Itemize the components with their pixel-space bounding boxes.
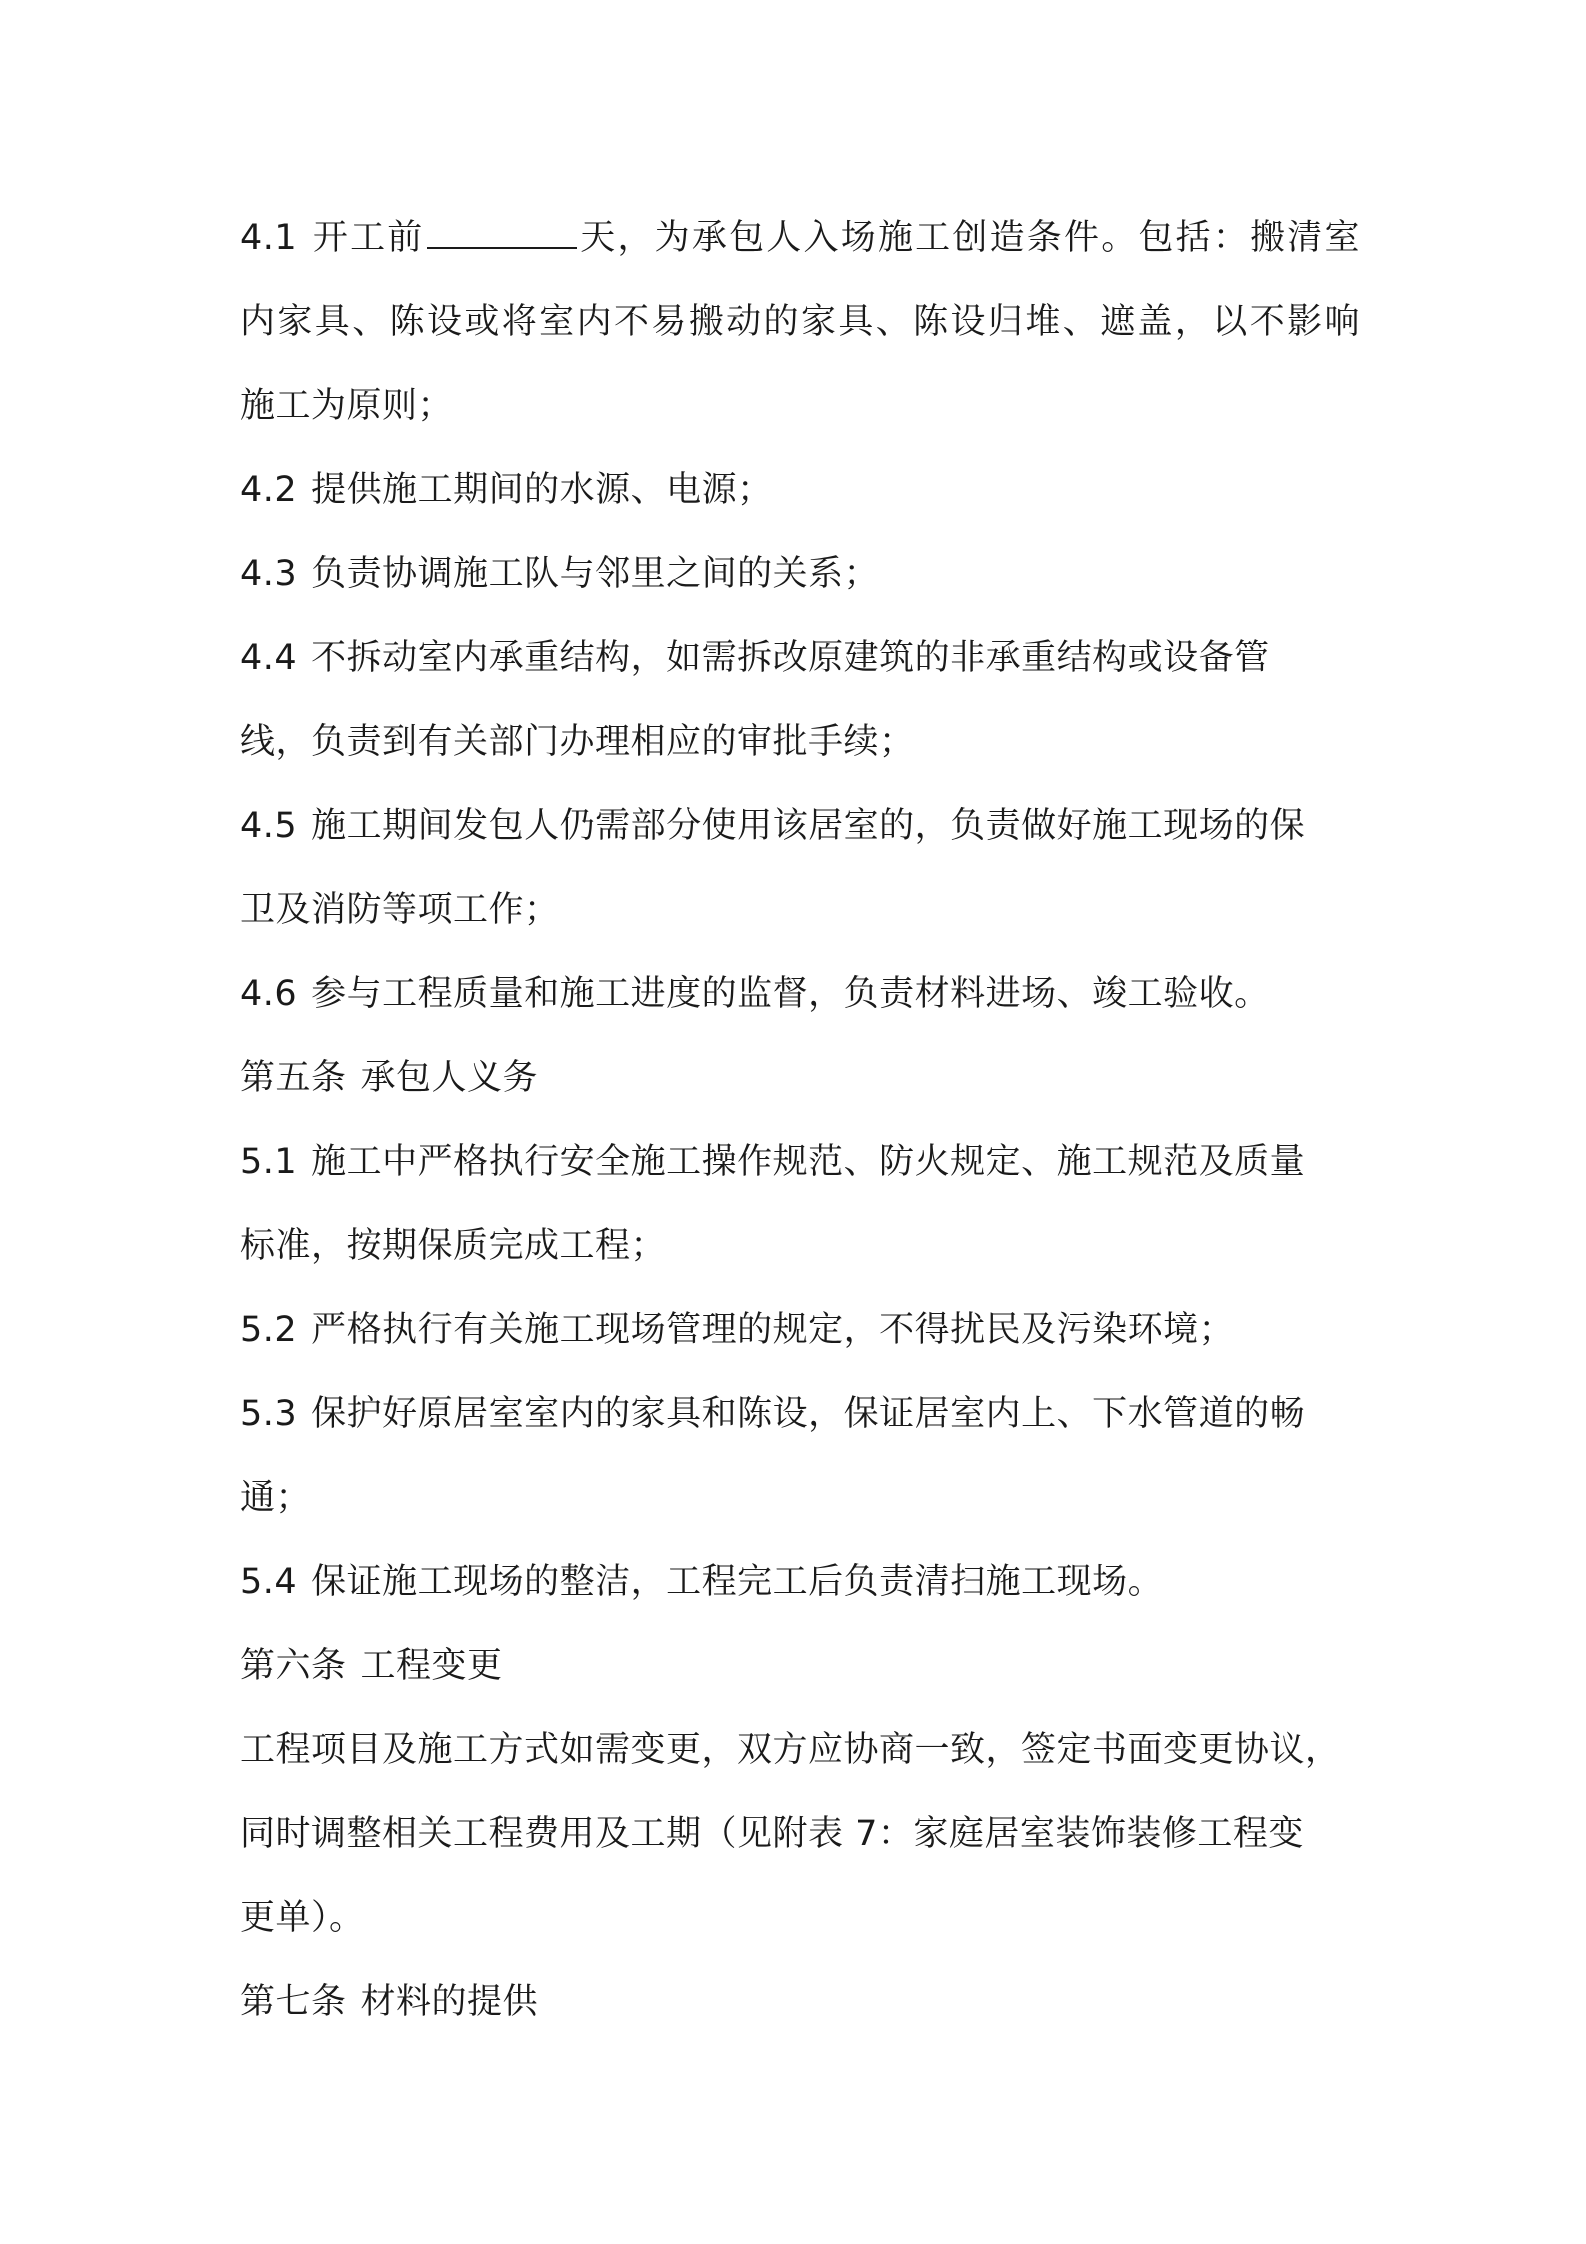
clause-text: 保护好原居室室内的家具和陈设，保证居室内上、下水管道的畅 — [311, 1394, 1306, 1434]
clause-number: 5.2 — [240, 1310, 298, 1350]
clause-text: 更单）。 — [240, 1898, 365, 1938]
article-5-heading — [240, 1036, 1360, 1120]
clause-text: 工程项目及施工方式如需变更，双方应协商一致，签定书面变更协议， — [240, 1730, 1341, 1770]
clause-4-1-cont-1 — [240, 280, 1360, 364]
clause-text: 严格执行有关施工现场管理的规定，不得扰民及污染环境； — [311, 1310, 1235, 1350]
article-6-body-2 — [240, 1792, 1360, 1876]
clause-number: 4.5 — [240, 806, 298, 846]
clause-5-2 — [240, 1288, 1360, 1372]
clause-text: 施工为原则； — [240, 386, 454, 426]
clause-number: 4.2 — [240, 470, 298, 510]
article-6-heading — [240, 1624, 1360, 1708]
article-number: 第七条 — [240, 1982, 347, 2022]
clause-text-post: 天，为承包人入场施工创造条件。包括：搬清室 — [578, 218, 1360, 258]
clause-text: 内家具、陈设或将室内不易搬动的家具、陈设归堆、遮盖，以不影响 — [240, 302, 1360, 342]
article-number: 第六条 — [240, 1646, 347, 1686]
clause-4-5-cont — [240, 868, 1360, 952]
clause-text-pre: 开工前 — [311, 218, 425, 258]
clause-5-1-cont — [240, 1204, 1360, 1288]
clause-text: 卫及消防等项工作； — [240, 890, 560, 930]
article-title: 材料的提供 — [360, 1982, 539, 2022]
clause-4-3 — [240, 532, 1360, 616]
clause-text: 提供施工期间的水源、电源； — [311, 470, 773, 510]
article-7-heading — [240, 1960, 1360, 2044]
clause-5-3-cont — [240, 1456, 1360, 1540]
clause-text: 不拆动室内承重结构，如需拆改原建筑的非承重结构或设备管 — [311, 638, 1270, 678]
clause-4-4 — [240, 616, 1360, 700]
clause-text: 参与工程质量和施工进度的监督，负责材料进场、竣工验收。 — [311, 974, 1270, 1014]
clause-text: 施工期间发包人仍需部分使用该居室的，负责做好施工现场的保 — [311, 806, 1306, 846]
clause-text: 同时调整相关工程费用及工期（见附表 7：家庭居室装饰装修工程变 — [240, 1814, 1304, 1854]
clause-number: 5.4 — [240, 1562, 298, 1602]
clause-text: 通； — [240, 1478, 312, 1518]
document-page — [240, 196, 1360, 2044]
clause-text: 负责协调施工队与邻里之间的关系； — [311, 554, 880, 594]
fill-in-blank — [427, 217, 577, 249]
clause-text: 施工中严格执行安全施工操作规范、防火规定、施工规范及质量 — [311, 1142, 1306, 1182]
article-6-body-3 — [240, 1876, 1360, 1960]
clause-5-3 — [240, 1372, 1360, 1456]
clause-text: 标准，按期保质完成工程； — [240, 1226, 667, 1266]
clause-number: 4.6 — [240, 974, 298, 1014]
clause-number: 4.1 — [240, 218, 298, 258]
clause-text: 保证施工现场的整洁，工程完工后负责清扫施工现场。 — [311, 1562, 1164, 1602]
article-title: 承包人义务 — [360, 1058, 539, 1098]
clause-4-1-cont-2 — [240, 364, 1360, 448]
clause-number: 5.3 — [240, 1394, 298, 1434]
clause-4-6 — [240, 952, 1360, 1036]
clause-5-4 — [240, 1540, 1360, 1624]
article-6-body-1 — [240, 1708, 1360, 1792]
clause-number: 5.1 — [240, 1142, 298, 1182]
clause-4-2 — [240, 448, 1360, 532]
clause-4-1 — [240, 196, 1360, 280]
article-title: 工程变更 — [360, 1646, 503, 1686]
clause-4-4-cont — [240, 700, 1360, 784]
clause-text: 线，负责到有关部门办理相应的审批手续； — [240, 722, 915, 762]
clause-number: 4.4 — [240, 638, 298, 678]
clause-number: 4.3 — [240, 554, 298, 594]
clause-5-1 — [240, 1120, 1360, 1204]
article-number: 第五条 — [240, 1058, 347, 1098]
clause-4-5 — [240, 784, 1360, 868]
